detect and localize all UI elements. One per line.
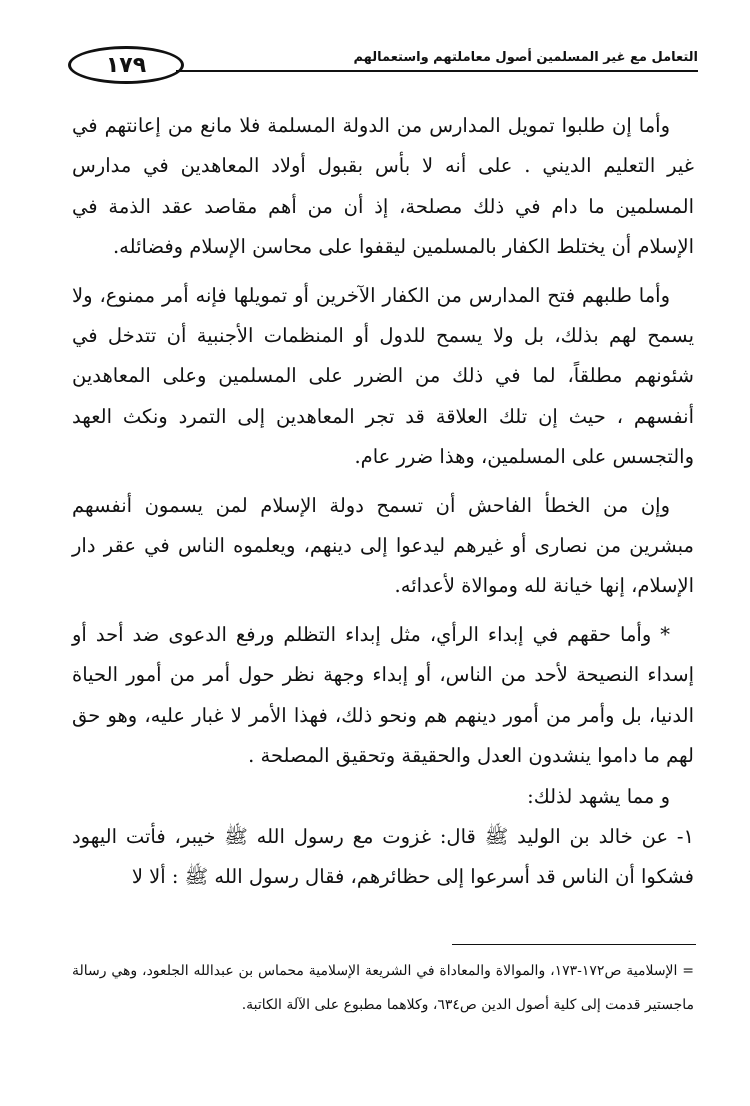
paragraph-foreign-schools: وأما طلبهم فتح المدارس من الكفار الآخرين أو تمويلها فإنه أمر ممنوع، ولا يسمح لهم بذلك، بل ولا يسمح للدول أو المنظمات الأجنبية أن تتدخل في شئونهم مطلقاً، لما في ذلك من الضرر على المسلمين وعلى المعاهدين أنفسهم ، حيث إن تلك العلاقة قد تجر المعاهدين إلى التمرد ونكث العهد والتجسس على المسلمين، وهذا ضرر عام. xyxy=(72,283,694,469)
footnote xyxy=(72,954,694,1022)
paragraph-right-of-opinion: * وأما حقهم في إبداء الرأي، مثل إبداء التظلم ورفع الدعوى ضد أحد أو إسداء النصيحة لأحد من الناس، أو إبداء وجهة نظر حول أمر من أمور الحياة الدنيا، بل وأمر من أمور دينهم هم ونحو ذلك، فهذا الأمر لا غبار عليه، وهو حق لهم ما داموا ينشدون العدل والحقيقة وتحقيق المصلحة . xyxy=(72,622,694,768)
page-number-oval xyxy=(68,46,184,84)
running-title: التعامل مع غير المسلمين أصول معاملتهم واستعمالهم xyxy=(353,50,698,65)
paragraph-evidence-intro: و مما يشهد لذلك: xyxy=(527,784,670,808)
paragraph-missionaries: وإن من الخطأ الفاحش أن تسمح دولة الإسلام لمن يسمون أنفسهم مبشرين من نصارى أو غيرهم ليدعوا إلى دينهم، ويعلموه الناس في عقر دار الإسلام، إنها خيانة لله وموالاة لأعدائه. xyxy=(72,493,694,598)
paragraph-school-funding: وأما إن طلبوا تمويل المدارس من الدولة المسلمة فلا مانع من إعانتهم في غير التعليم الديني . على أنه لا بأس بقبول أولاد المعاهدين في مدارس المسلمين ما دام في ذلك مصلحة، إذ أن من أهم مقاصد عقد الذمة في الإسلام أن يختلط الكفار بالمسلمين ليقفوا على محاسن الإسلام وفضائله. xyxy=(72,114,694,259)
footnote-rule xyxy=(452,944,696,945)
body-text xyxy=(72,106,694,898)
header-rule xyxy=(176,70,698,72)
paragraph-hadith-khalid: ١- عن خالد بن الوليد ﷺ قال: غزوت مع رسول الله ﷺ خيبر، فأتت اليهود فشكوا أن الناس قد أسرعوا إلى حظائرهم، فقال رسول الله ﷺ : ألا لا xyxy=(72,824,694,889)
page-number: ١٧٩ xyxy=(105,52,147,78)
page-header xyxy=(58,44,698,88)
footnote-text: = الإسلامية ص١٧٢-١٧٣، والموالاة والمعاداة في الشريعة الإسلامية محماس بن عبدالله الجلعود، وهي رسالة ماجستير قدمت إلى كلية أصول الدين ص٦٣٤، وكلاهما مطبوع على الآلة الكاتبة. xyxy=(72,963,695,1013)
